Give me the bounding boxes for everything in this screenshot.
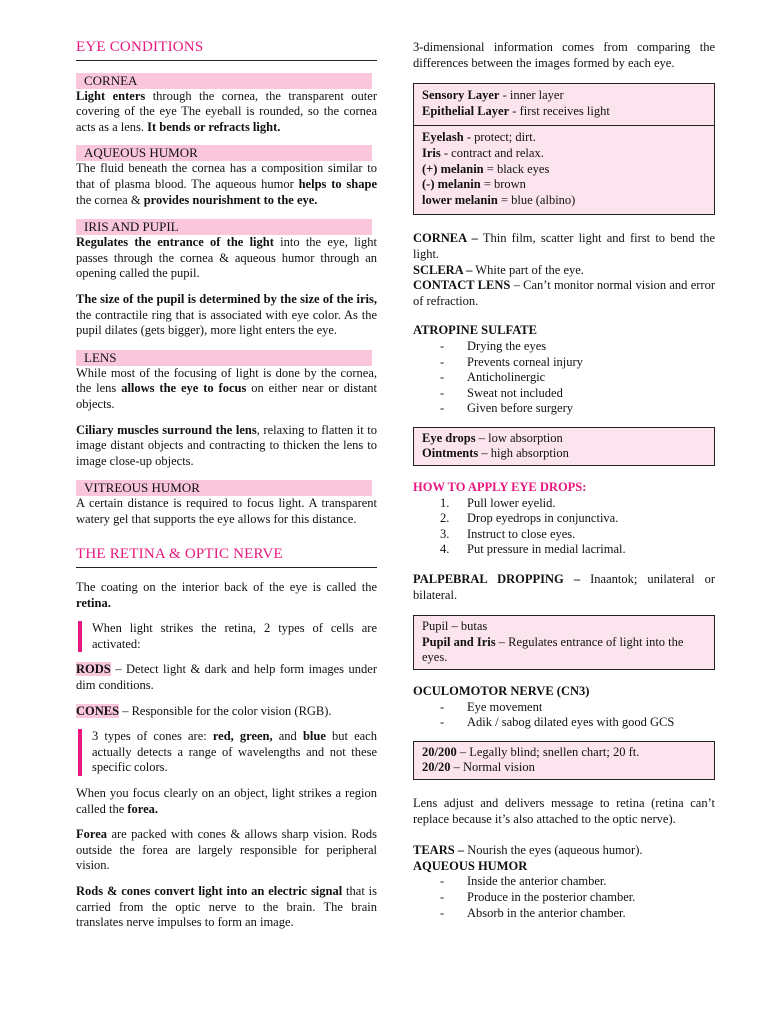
absorption-box: Eye drops – low absorption Ointments – high absorption <box>413 427 715 466</box>
list-item: - Anticholinergic <box>440 370 546 385</box>
list-item: 3. Instruct to close eyes. <box>440 526 576 541</box>
lens-paragraph-2: Ciliary muscles surround the lens, relaxing to flatten it to image distant objects and contracting to thicken the lens to image close-up objects. <box>76 422 377 468</box>
list-item: - Prevents corneal injury <box>440 354 583 369</box>
list-item: - Given before surgery <box>440 401 573 416</box>
contact-lens-def: CONTACT LENS – Can’t monitor normal vision and error of refraction. <box>413 278 715 308</box>
left-column <box>76 0 377 931</box>
aqueous-list <box>413 874 715 921</box>
cornea-def: CORNEA – Thin film, scatter light and first to bend the light. <box>413 231 715 261</box>
rods-paragraph: RODS – Detect light & dark and help form images under dim conditions. <box>76 662 377 693</box>
layers-table-cell-1: Sensory Layer - inner layer Epithelial Layer - first receives light <box>422 88 610 118</box>
layers-table-cell-2: Eyelash - protect; dirt. Iris - contract and relax. (+) melanin = black eyes (-) melanin = brown lower melanin = blue (albino) <box>414 125 714 214</box>
lens-paragraph-1: While most of the focusing of light is done by the cornea, the lens allows the eye to focus on either near or distant objects. <box>76 365 377 411</box>
note-three-cones: 3 types of cones are: red, green, and blue but each actually detects a range of wavelengths and not these specific colors. <box>78 729 377 776</box>
list-item: 4. Put pressure in medial lacrimal. <box>440 542 626 557</box>
subheader-vitreous-humor: VITREOUS HUMOR <box>76 480 372 496</box>
subheader-aqueous-humor: AQUEOUS HUMOR <box>76 145 372 161</box>
howto-list <box>413 496 715 558</box>
atropine-list <box>413 339 715 417</box>
subheader-iris-pupil: IRIS AND PUPIL <box>76 219 372 235</box>
iris-paragraph-2: The size of the pupil is determined by the size of the iris, the contractile ring that is associated with eye color. As the pupil dilates (gets bigger), more light enters the eye. <box>76 291 377 338</box>
section-title-eye-conditions: EYE CONDITIONS <box>76 40 377 61</box>
pupil-box: Pupil – butas Pupil and Iris – Regulates entrance of light into the eyes. <box>413 615 715 670</box>
oculomotor-list <box>413 700 715 731</box>
aqueous-title: AQUEOUS HUMOR <box>413 858 528 873</box>
vitreous-paragraph: A certain distance is required to focus light. A transparent watery gel that supports the eye allows for this distance. <box>76 496 377 526</box>
intro-paragraph: 3-dimensional information comes from comparing the differences between the images formed by each eye. <box>413 40 715 70</box>
lens-retina-paragraph: Lens adjust and delivers message to retina (retina can’t replace because it’s also attached to the optic nerve). <box>413 795 715 826</box>
howto-title: HOW TO APPLY EYE DROPS: <box>413 480 587 495</box>
list-item: 1. Pull lower eyelid. <box>440 495 556 510</box>
oculomotor-title: OCULOMOTOR NERVE (CN3) <box>413 684 590 698</box>
sclera-def: SCLERA – White part of the eye. <box>413 262 584 277</box>
subheader-lens: LENS <box>76 350 372 366</box>
list-item: - Adik / sabog dilated eyes with good GCS <box>440 715 675 730</box>
list-item: - Inside the anterior chamber. <box>440 874 607 889</box>
tears-def: TEARS – Nourish the eyes (aqueous humor). <box>413 843 643 858</box>
retina-paragraph: The coating on the interior back of the eye is called the retina. <box>76 580 377 610</box>
signal-paragraph: Rods & cones convert light into an electric signal that is carried from the optic nerve to the brain. The brain translates nerve impulses to form an image. <box>76 883 377 930</box>
list-item: - Sweat not included <box>440 385 563 400</box>
list-item: - Eye movement <box>440 699 543 714</box>
list-item: - Drying the eyes <box>440 338 547 353</box>
iris-paragraph-1: Regulates the entrance of the light into the eye, light passes through the cornea & aqueous humor through an opening called the pupil. <box>76 235 377 281</box>
section-title-retina: THE RETINA & OPTIC NERVE <box>76 547 377 568</box>
right-column <box>413 0 715 921</box>
palpebral-def: PALPEBRAL DROPPING – Inaantok; unilateral or bilateral. <box>413 572 715 602</box>
list-item: - Produce in the posterior chamber. <box>440 889 636 904</box>
vision-box: 20/200 – Legally blind; snellen chart; 20 ft. 20/20 – Normal vision <box>413 741 715 780</box>
cornea-paragraph: Light enters through the cornea, the transparent outer covering of the eye The eyeball is rounded, so the cornea acts as a lens. It bends or refracts light. <box>76 88 377 134</box>
list-item: - Absorb in the anterior chamber. <box>440 905 626 920</box>
subheader-cornea: CORNEA <box>76 73 372 89</box>
layers-table <box>413 83 715 215</box>
forea-paragraph-2: Forea are packed with cones & allows sharp vision. Rods outside the forea are largely responsible for peripheral vision. <box>76 827 377 873</box>
atropine-title: ATROPINE SULFATE <box>413 323 537 338</box>
cones-paragraph: CONES – Responsible for the color vision (RGB). <box>76 703 332 718</box>
aqueous-paragraph: The fluid beneath the cornea has a composition similar to that of plasma blood. The aqueous humor helps to shape the cornea & provides nourishment to the eye. <box>76 161 377 207</box>
note-cells-activated: When light strikes the retina, 2 types of cells are activated: <box>78 621 377 652</box>
forea-paragraph-1: When you focus clearly on an object, light strikes a region called the forea. <box>76 786 377 816</box>
list-item: 2. Drop eyedrops in conjunctiva. <box>440 511 619 526</box>
